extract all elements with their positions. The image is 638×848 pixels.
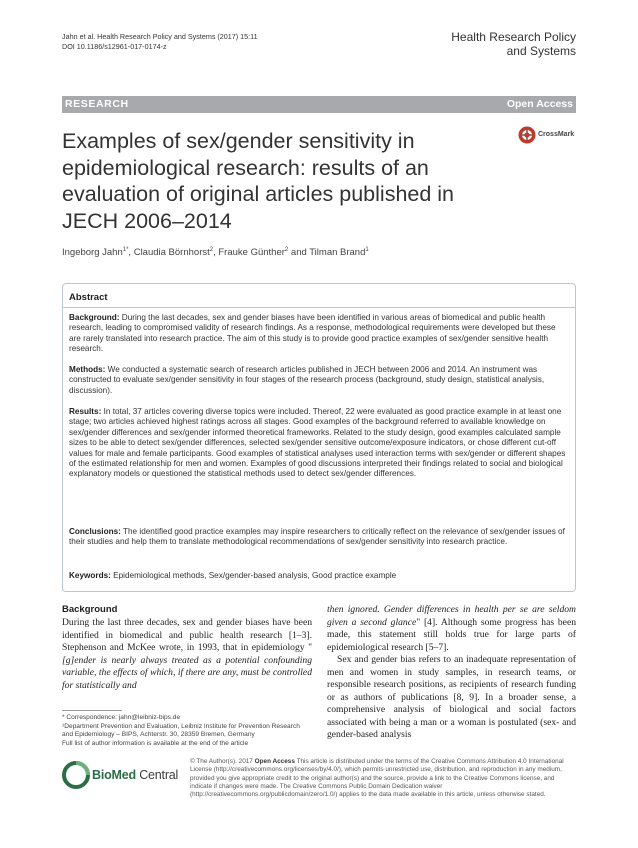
footnote — [62, 714, 312, 748]
open-access-label: Open Access — [254, 758, 295, 765]
biomed-central-logo[interactable] — [62, 760, 187, 790]
author-name[interactable]: Frauke Günther — [218, 247, 285, 259]
abstract-label: Conclusions: — [69, 527, 121, 536]
abstract-text: In total, 37 articles covering diverse topics were included. Thereof, 22 were evaluated as good practice example in at least one stage; two articles achieved highest ratings across all stages. Good examples of the background referred to available knowledge on sex/gender differences and sex/gender informed theoretical frameworks. Related to the study design, good examples calculated sample sizes to be able to detect sex/gender differences, selected sex/gender sensitive outcome/exposure indicators, or chose different cut-off values for male and female participants. Good examples of statistical analyses used interaction terms with sex/gender or different shapes of the estimated relationship for men and women. Examples of good discussions interpreted their findings related to social and biological explanatory models or questioned the statistical methods used to detect sex/gender differences. — [69, 407, 566, 479]
abstract-text: We conducted a systematic search of research articles published in JECH between 2006 and 2014. An instrument was constructed to evaluate sex/gender sensitivity in four stages of the research process (background, study design, statistical analysis, discussion). — [69, 365, 545, 395]
logo-bio: BioMed — [92, 768, 136, 782]
abstract-label: Keywords: — [69, 571, 111, 580]
body-column-left — [62, 617, 312, 692]
abstract-background — [69, 313, 569, 355]
abstract-box — [62, 283, 576, 592]
open-access-badge: Open Access — [506, 98, 573, 110]
author-name[interactable]: Claudia Börnhorst — [133, 247, 210, 259]
author-affiliation-marker: 1 — [365, 247, 369, 253]
journal-name-line1: Health Research Policy — [451, 30, 576, 44]
author-separator: and — [288, 247, 310, 259]
abstract-text: Epidemiological methods, Sex/gender-based analysis, Good practice example — [113, 571, 397, 580]
author-affiliation-marker: 2 — [209, 247, 214, 253]
doi-line[interactable]: DOI 10.1186/s12961-017-0174-z — [62, 42, 167, 51]
abstract-conclusions — [69, 527, 569, 548]
crossmark-icon — [518, 126, 536, 144]
journal-name-line2: and Systems — [506, 44, 576, 58]
biomed-central-icon — [62, 761, 90, 789]
body-text: " [4]. Although some progress has been made, this statement still holds true for large parts of epidemiological research [5–7]. — [327, 616, 576, 653]
abstract-label: Background: — [69, 313, 120, 322]
abstract-divider — [63, 307, 575, 308]
license-statement — [190, 758, 578, 799]
body-quote: [g]ender is nearly always treated as a potential confounding variable, the effects of which, if there are any, must be controlled for statistically and — [62, 654, 312, 691]
footnote-divider — [62, 710, 122, 711]
body-column-right — [327, 604, 576, 742]
biomed-central-wordmark — [92, 768, 178, 782]
abstract-text: The identified good practice examples may inspire researchers to critically reflect on the relevance of sex/gender issues of their studies and help them to translate methodological recommendations of sex/gender sensitivity into research practice. — [69, 527, 565, 547]
abstract-label: Results: — [69, 407, 102, 416]
author-name[interactable]: Ingeborg Jahn — [62, 247, 123, 259]
logo-central: Central — [135, 768, 179, 782]
crossmark-button[interactable] — [518, 126, 580, 146]
article-type-label: RESEARCH — [65, 98, 129, 110]
abstract-text: During the last decades, sex and gender biases have been identified in various areas of biomedical and public health research, leading to compromised validity of research findings. As a response, methodological requirements were developed but these are rarely translated into research practice. The aim of this study is to provide good practice examples of sex/gender sensitive health research. — [69, 313, 556, 354]
author-separator: , — [213, 247, 219, 259]
author-list — [62, 247, 369, 258]
crossmark-label: CrossMark — [538, 131, 575, 138]
author-name[interactable]: Tilman Brand — [309, 247, 366, 259]
author-affiliation-marker: 1* — [122, 247, 129, 253]
body-text: During the last three decades, sex and gender biases have been identified in biomedical and public health research [1–3]. Stephenson and McKee wrote, in 1993, that in epidemiology " — [62, 617, 312, 653]
correspondence[interactable]: * Correspondence: jahn@leibniz-bips.de — [62, 714, 181, 721]
journal-name[interactable] — [451, 30, 576, 58]
body-quote: then ignored. Gender differences in health per se are seldom given a second glance — [327, 604, 576, 628]
abstract-label: Methods: — [69, 365, 106, 374]
abstract-methods — [69, 365, 569, 396]
body-paragraph: Sex and gender bias refers to an inadequate representation of men and women in study samples, in research teams, or responsible research positions, as recipients of research funding or as authors of publications [8, 9]. In a broader sense, a comprehensive analysis of biological and social factors associated with being a man or a woman is postulated (sex- and gender-based analysis — [327, 654, 576, 740]
author-separator: , — [128, 247, 134, 259]
citation — [62, 32, 258, 52]
abstract-keywords — [69, 571, 569, 581]
affiliation: ¹Department Prevention and Evaluation, Leibniz Institute for Prevention Research and Epidemiology – BIPS, Achterstr. 30, 28359 Bremen, Germany — [62, 722, 300, 739]
abstract-results — [69, 407, 569, 480]
author-info-note: Full list of author information is available at the end of the article — [62, 739, 249, 747]
section-banner — [62, 96, 576, 113]
copyright: © The Author(s). 2017 — [190, 758, 255, 765]
article-title: Examples of sex/gender sensitivity in epidemiological research: results of an evaluation of original articles published in JECH 2006–2014 — [62, 129, 455, 233]
license-text: This article is distributed under the terms of the Creative Commons Attribution 4.0 International License (http://creativecommons.org/licenses/by/4.0/), which permits unrestricted use, distribution, and reproduction in any medium, provided you give appropriate credit to the original author(s) and the source, provide a link to the Creative Commons license, and indicate if changes were made. The Creative Commons Public Domain Dedication waiver (http://creativecommons.org/publicdomain/zero/1.0/) applies to the data made available in this article, unless otherwise stated. — [190, 758, 564, 799]
abstract-heading: Abstract — [69, 292, 108, 303]
body-paragraph — [327, 604, 576, 654]
citation-line: Jahn et al. Health Research Policy and Systems (2017) 15:11 — [62, 32, 258, 41]
section-heading: Background — [62, 604, 118, 615]
author-affiliation-marker: 2 — [284, 247, 289, 253]
